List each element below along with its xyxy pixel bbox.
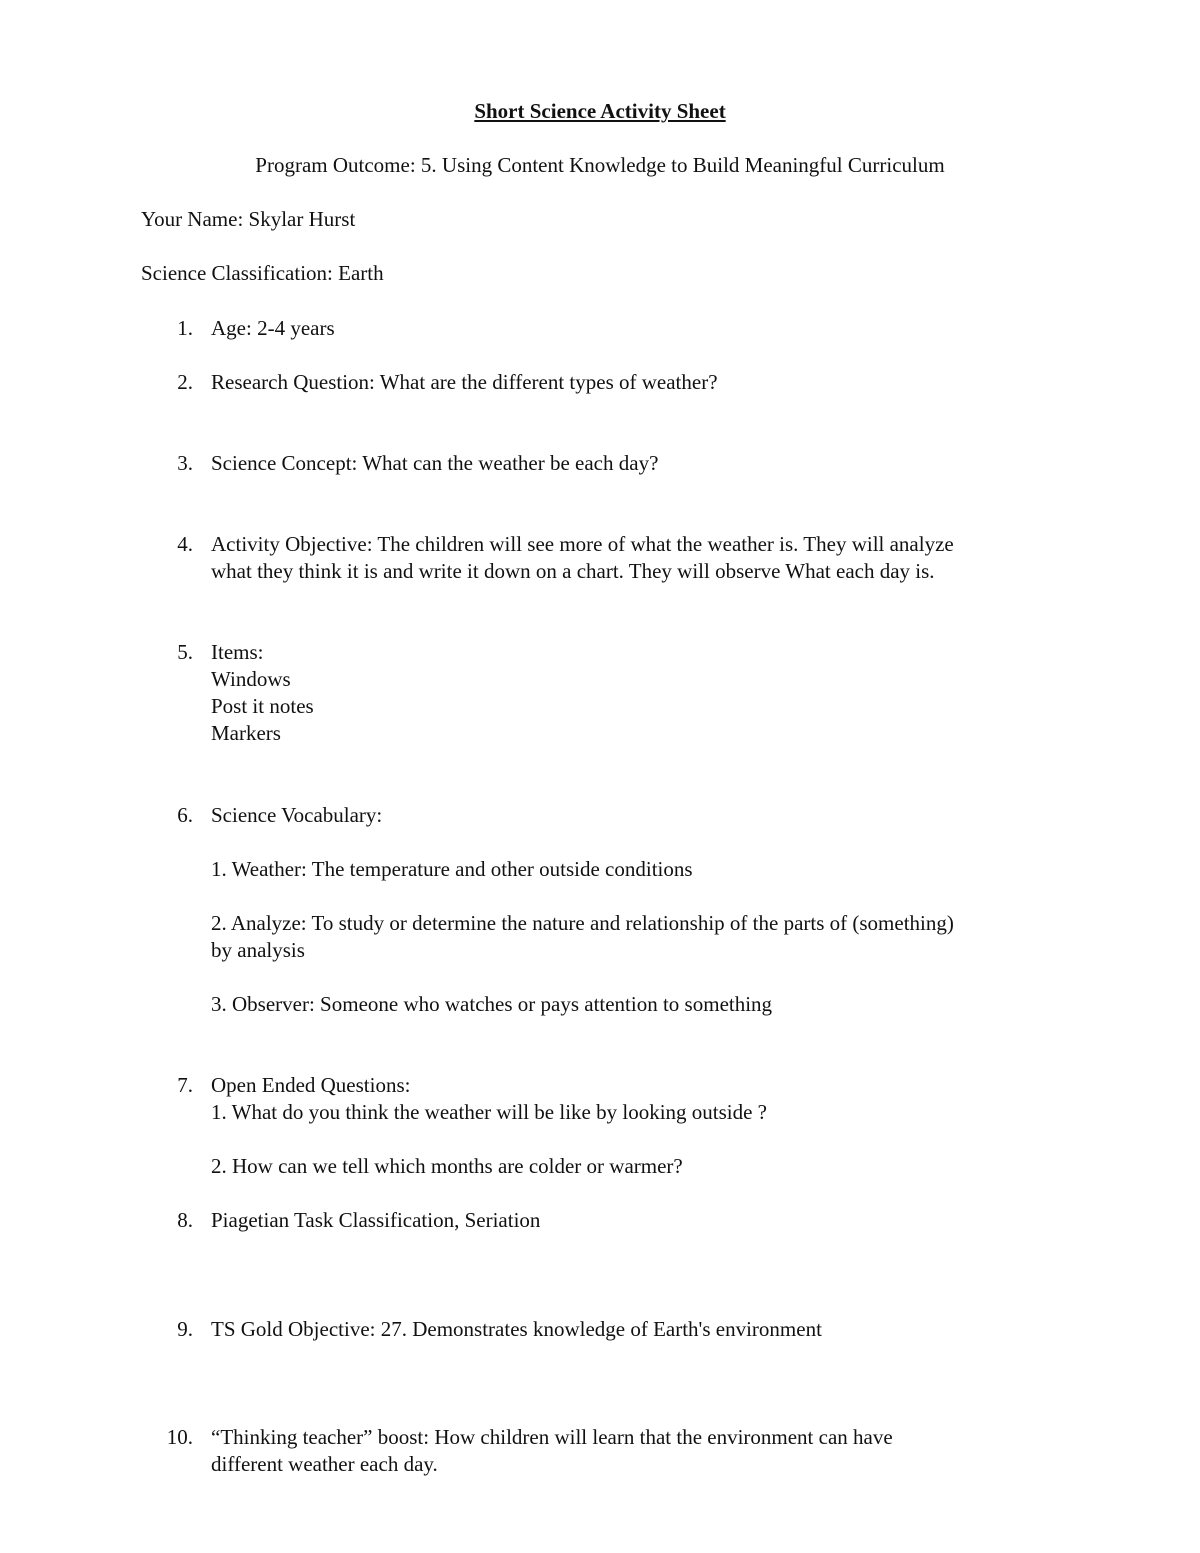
item-number: 5. (177, 640, 193, 664)
item-science-concept: Science Concept: What can the weather be each day? (211, 451, 659, 475)
program-outcome: Program Outcome: 5. Using Content Knowledge to Build Meaningful Curriculum (255, 153, 945, 177)
vocabulary-entry: 2. Analyze: To study or determine the nature and relationship of the parts of (something) (211, 911, 954, 935)
vocabulary-entry-cont: by analysis (211, 938, 305, 962)
item-number: 6. (177, 803, 193, 827)
item-number: 3. (177, 451, 193, 475)
item-number: 4. (177, 532, 193, 556)
item-ts-gold-objective: TS Gold Objective: 27. Demonstrates knowledge of Earth's environment (211, 1317, 822, 1341)
item-activity-objective-cont: what they think it is and write it down on a chart. They will observe What each day is. (211, 559, 935, 583)
item-number: 10. (166, 1425, 193, 1449)
item-thinking-teacher-boost-cont: different weather each day. (211, 1452, 438, 1476)
item-items-heading: Items: (211, 640, 264, 664)
item-research-question: Research Question: What are the different types of weather? (211, 370, 718, 394)
item-number: 8. (177, 1208, 193, 1232)
item-number: 9. (177, 1317, 193, 1341)
open-question: 1. What do you think the weather will be like by looking outside ? (211, 1100, 768, 1124)
open-question: 2. How can we tell which months are colder or warmer? (211, 1154, 683, 1178)
item-thinking-teacher-boost: “Thinking teacher” boost: How children will learn that the environment can have (211, 1425, 893, 1449)
vocabulary-entry: 1. Weather: The temperature and other outside conditions (211, 857, 693, 881)
item-science-vocabulary: Science Vocabulary: (211, 803, 383, 827)
item-activity-objective: Activity Objective: The children will see more of what the weather is. They will analyze (211, 532, 954, 556)
item-age: Age: 2-4 years (211, 316, 335, 340)
material-item: Windows (211, 667, 291, 691)
item-number: 7. (177, 1073, 193, 1097)
science-classification: Science Classification: Earth (141, 261, 384, 285)
your-name: Your Name: Skylar Hurst (141, 207, 356, 231)
vocabulary-entry: 3. Observer: Someone who watches or pays attention to something (211, 992, 773, 1016)
item-open-ended-questions: Open Ended Questions: (211, 1073, 411, 1097)
page-title: Short Science Activity Sheet (474, 99, 726, 123)
item-piagetian-task: Piagetian Task Classification, Seriation (211, 1208, 541, 1232)
item-number: 2. (177, 370, 193, 394)
material-item: Markers (211, 721, 281, 745)
material-item: Post it notes (211, 694, 314, 718)
item-number: 1. (177, 316, 193, 340)
